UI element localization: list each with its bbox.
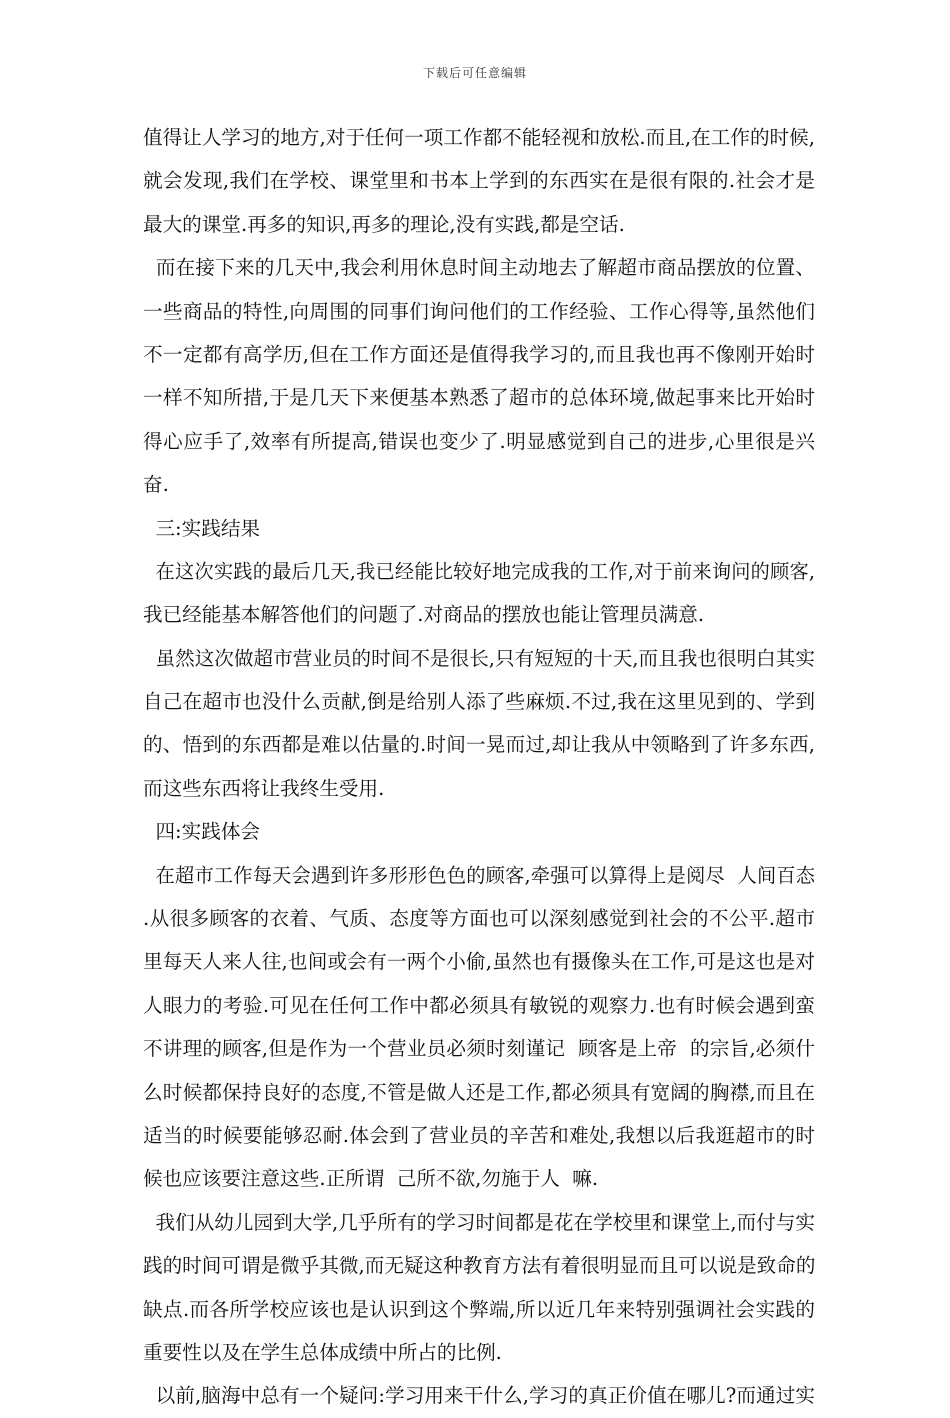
text-line: 适当的时候要能够忍耐.体会到了营业员的辛苦和难处,我想以后我逛超市的时 [143, 1123, 815, 1147]
text-line: 得心应手了,效率有所提高,错误也变少了.明显感觉到自己的进步,心里很是兴 [143, 429, 815, 453]
text-line: 不一定都有高学历,但在工作方面还是值得我学习的,而且我也再不像刚开始时 [143, 342, 815, 366]
text-line: 自己在超市也没什么贡献,倒是给别人添了些麻烦.不过,我在这里见到的、学到 [143, 690, 815, 714]
text-line: 以前,脑海中总有一个疑问:学习用来干什么,学习的真正价值在哪儿?而通过实 [143, 1384, 815, 1408]
text-line: 践的时间可谓是微乎其微,而无疑这种教育方法有着很明显而且可以说是致命的 [143, 1254, 815, 1278]
text-line: 而这些东西将让我终生受用. [143, 776, 385, 800]
text-line: 一些商品的特性,向周围的同事们询问他们的工作经验、工作心得等,虽然他们 [143, 299, 815, 323]
text-line: 么时候都保持良好的态度,不管是做人还是工作,都必须具有宽阔的胸襟,而且在 [143, 1080, 815, 1104]
text-line: 值得让人学习的地方,对于任何一项工作都不能轻视和放松.而且,在工作的时候, [143, 126, 815, 149]
text-line: 我们从幼儿园到大学,几乎所有的学习时间都是花在学校里和课堂上,而付与实 [143, 1210, 815, 1234]
text-line: 不讲理的顾客,但是作为一个营业员必须时刻谨记 顾客是上帝 的宗旨,必须什 [143, 1037, 815, 1061]
text-line: 奋. [143, 473, 169, 497]
text-line: 一样不知所措,于是几天下来便基本熟悉了超市的总体环境,做起事来比开始时 [143, 386, 815, 410]
text-line: 四:实践体会 [143, 820, 261, 844]
text-line: 重要性以及在学生总体成绩中所占的比例. [143, 1340, 502, 1364]
text-line: 的、悟到的东西都是难以估量的.时间一晃而过,却让我从中领略到了许多东西, [143, 733, 815, 757]
text-line: 三:实践结果 [143, 516, 261, 540]
text-line: 我已经能基本解答他们的问题了.对商品的摆放也能让管理员满意. [143, 603, 705, 627]
text-line: 就会发现,我们在学校、课堂里和书本上学到的东西实在是很有限的.社会才是 [143, 169, 815, 193]
text-line: .从很多顾客的衣着、气质、态度等方面也可以深刻感觉到社会的不公平.超市 [143, 907, 815, 931]
text-line: 在这次实践的最后几天,我已经能比较好地完成我的工作,对于前来询问的顾客, [143, 559, 815, 583]
text-line: 人眼力的考验.可见在任何工作中都必须具有敏锐的观察力.也有时候会遇到蛮 [143, 993, 815, 1017]
text-line: 而在接下来的几天中,我会利用休息时间主动地去了解超市商品摆放的位置、 [143, 256, 815, 280]
text-line: 虽然这次做超市营业员的时间不是很长,只有短短的十天,而且我也很明白其实 [143, 646, 815, 670]
text-line: 最大的课堂.再多的知识,再多的理论,没有实践,都是空话. [143, 212, 625, 236]
text-line: 在超市工作每天会遇到许多形形色色的顾客,牵强可以算得上是阅尽 人间百态 [143, 863, 815, 887]
text-line: 候也应该要注意这些.正所谓 己所不欲,勿施于人 嘛. [143, 1167, 599, 1191]
document-body [143, 116, 815, 1418]
page-header: 下载后可任意编辑 [422, 66, 527, 80]
text-line: 里每天人来人往,也间或会有一两个小偷,虽然也有摄像头在工作,可是这也是对 [143, 950, 815, 974]
text-line: 缺点.而各所学校应该也是认识到这个弊端,所以近几年来特别强调社会实践的 [143, 1297, 815, 1321]
